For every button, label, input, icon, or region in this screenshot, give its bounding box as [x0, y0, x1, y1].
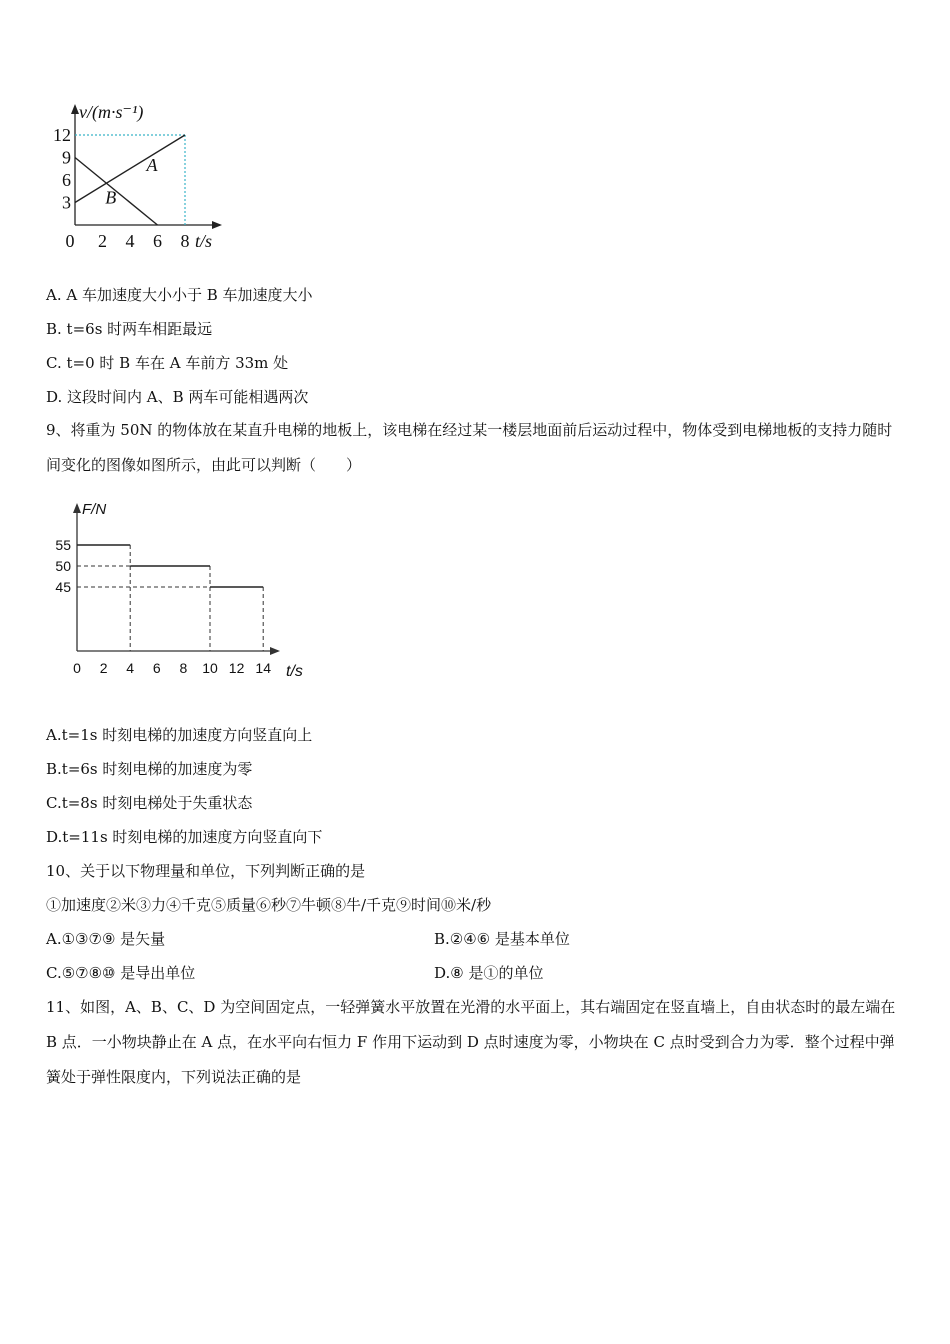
q8-option-d: D. 这段时间内 A、B 两车可能相遇两次 — [46, 388, 309, 406]
y-axis-label: F/N — [82, 501, 107, 518]
q8-option-a: A. A 车加速度大小小于 B 车加速度大小 — [46, 286, 313, 304]
x-tick-label: 10 — [202, 660, 218, 676]
ft-graph — [40, 495, 330, 695]
x-axis-arrow — [270, 647, 280, 655]
x-axis-label: t/s — [195, 231, 213, 251]
x-tick-label: 2 — [98, 231, 107, 251]
y-axis-arrow — [71, 104, 79, 114]
y-tick-label: 3 — [62, 192, 71, 213]
vt-graph — [40, 96, 240, 256]
series-label-b: B — [105, 187, 117, 208]
x-tick-label: 4 — [125, 231, 135, 251]
q8-option-c: C. t=0 时 B 车在 A 车前方 33m 处 — [46, 354, 289, 372]
x-tick-label: 8 — [179, 660, 188, 676]
y-axis-label: v/(m·s⁻¹) — [79, 102, 144, 122]
y-axis-arrow — [73, 503, 81, 513]
y-tick-label: 9 — [62, 147, 71, 168]
y-tick-label: 45 — [55, 579, 71, 595]
x-tick-label: 4 — [126, 660, 135, 676]
x-tick-label: 12 — [228, 660, 245, 676]
series-line-a — [75, 135, 185, 203]
q10-option-c: C.⑤⑦⑧⑩ 是导出单位 — [46, 964, 196, 982]
q9-option-d: D.t=11s 时刻电梯的加速度方向竖直向下 — [46, 828, 323, 846]
x-tick-label: 8 — [180, 231, 190, 251]
y-tick-label: 50 — [55, 558, 71, 574]
q9-option-a: A.t=1s 时刻电梯的加速度方向竖直向上 — [46, 726, 313, 744]
q10-option-a: A.①③⑦⑨ 是矢量 — [46, 930, 166, 948]
y-tick-label: 12 — [53, 125, 71, 145]
series-label-a: A — [146, 155, 158, 175]
x-axis-label: t/s — [286, 663, 303, 680]
x-axis-arrow — [212, 221, 222, 229]
q9-stem: 9、将重为 50N 的物体放在某直升电梯的地板上，该电梯在经过某一楼层地面前后运动过程中，物体受到电梯地板的支持力随时间变化的图像如图所示，由此可以判断（ ） — [46, 421, 893, 474]
q10-items: ①加速度②米③力④千克⑤质量⑥秒⑦牛顿⑧牛/千克⑨时间⑩米/秒 — [46, 896, 492, 914]
y-tick-label: 6 — [62, 170, 71, 190]
x-tick-label: 2 — [99, 660, 108, 676]
q10-option-b: B.②④⑥ 是基本单位 — [434, 930, 570, 948]
q8-option-b: B. t=6s 时两车相距最远 — [46, 320, 213, 338]
x-tick-label: 14 — [255, 660, 271, 676]
x-tick-label: 0 — [73, 660, 81, 676]
q11-stem: 11、如图，A、B、C、D 为空间固定点，一轻弹簧水平放置在光滑的水平面上，其右端固定在竖直墙上，自由状态时的最左端在 B 点．一小物块静止在 A 点，在水平向右恒力 F 作用下运动到 D 点时速度为零，小物块在 C 点时受到合力为零．整个过程中弹簧处于弹性限度内，下列说法正确的是 — [46, 998, 896, 1086]
q9-option-b: B.t=6s 时刻电梯的加速度为零 — [46, 760, 253, 778]
series-line-b — [75, 158, 158, 226]
x-tick-label: 0 — [65, 231, 75, 251]
x-tick-label: 6 — [153, 231, 162, 251]
q9-option-c: C.t=8s 时刻电梯处于失重状态 — [46, 794, 253, 812]
y-tick-label: 55 — [55, 537, 71, 553]
x-tick-label: 6 — [152, 660, 161, 676]
q10-stem: 10、关于以下物理量和单位，下列判断正确的是 — [46, 862, 366, 880]
q10-option-d: D.⑧ 是①的单位 — [434, 964, 544, 982]
